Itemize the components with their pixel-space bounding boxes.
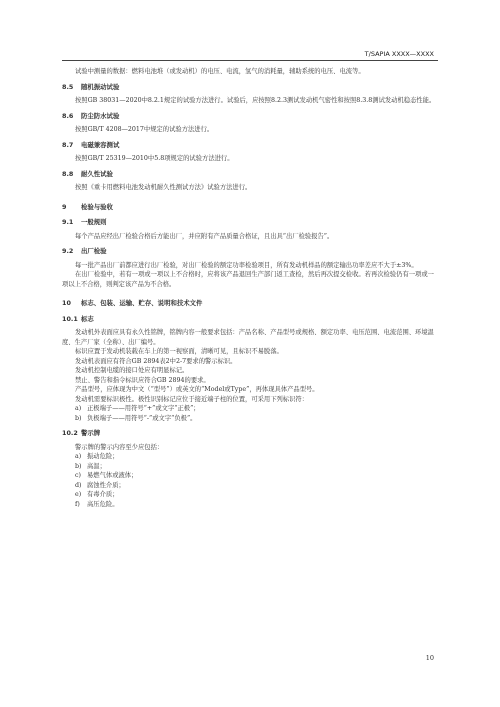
list-item: a) 正极端子——用符号“+”或文字“正极”； xyxy=(75,405,200,412)
section-text: 按照GB/T 25319—2010中5.8项规定的试验方法进行。 xyxy=(75,155,234,162)
section-text: 每个产品应经出厂检验合格后方能出厂，并应附有产品质量合格证，且出具“出厂检验报告”。 xyxy=(75,232,334,240)
section-heading: 8.6 防尘防水试验 xyxy=(62,111,120,120)
section-text: 每一批产品出厂前都应进行出厂检验，对出厂检验的额定功率检验项目，所有发动机样品的额定输出功率差应不大于±3%。 xyxy=(75,261,418,269)
list-item: a) 振动危险； xyxy=(75,453,119,460)
section-text: 按照GB 38031—2020中8.2.1规定的试验方法进行。试验后，应按照8.2.3测试发动机气密性和按照8.3.8测试发动机稳态性能。 xyxy=(75,97,436,104)
page-number: 10 xyxy=(425,654,434,662)
list-item: c) 易燃气体或液体； xyxy=(75,472,138,479)
document-body xyxy=(62,67,438,509)
chapter-heading: 10 标志、包装、运输、贮存、说明和技术文件 xyxy=(62,299,203,307)
section-text: 标识应置于发动机装载在车上的第一视察面，清晰可见，且标识不易脱落。 xyxy=(75,348,283,355)
section-heading: 9.2 出厂检验 xyxy=(62,247,107,255)
section-text: 发动机控制电缆的接口处应有明显标记。 xyxy=(75,367,189,374)
list-item: d) 腐蚀性介质； xyxy=(75,481,125,489)
section-heading: 8.5 随机振动试验 xyxy=(62,82,120,91)
section-text: 在出厂检验中，若有一项或一项以上不合格时，应将该产品退回生产部门返工查检，然后再次提交检收。若再次检验仍有一项或一项以上不合格，则判定该产品为不合格。 xyxy=(62,271,434,288)
section-text: 禁止、警告和指令标识应符合GB 2894的要求。 xyxy=(75,376,210,384)
document-id: T/SAPIA XXXX—XXXX xyxy=(364,50,434,58)
section-heading: 8.8 耐久性试验 xyxy=(62,169,113,178)
section-text: 发动机外表面应具有永久性铭牌，铭牌内容一般要求包括：产品名称、产品型号或规格、额定功率、电压范围、电流范围、环境温度、生产厂家（全称）、出厂编号。 xyxy=(62,329,434,346)
section-heading: 10.2 警示牌 xyxy=(62,429,101,437)
chapter-heading: 9 检验与验收 xyxy=(62,202,113,211)
section-text: 警示牌的警示内容至少应包括： xyxy=(75,443,164,451)
section-text: 按照《重卡用燃料电池发动机耐久性测试方法》试验方法进行。 xyxy=(75,184,252,191)
list-item: b) 高温； xyxy=(75,462,106,470)
list-item: e) 有毒介质； xyxy=(75,491,119,498)
section-heading: 9.1 一般规则 xyxy=(62,218,107,226)
section-text: 发动机表面应有符合GB 2894表2中2-7要求的警示标识。 xyxy=(75,357,237,365)
intro-paragraph: 试验中测量的数据：燃料电池堆（或发动机）的电压、电流，氢气的消耗量，辅助系统的电压、电流等。 xyxy=(75,68,365,75)
section-text: 按照GB/T 4208—2017中规定的试验方法进行。 xyxy=(75,126,214,133)
section-heading: 8.7 电磁兼容测试 xyxy=(62,140,120,149)
section-text: 产品型号，应体现为中文（“型号”）或英文的“Model或Type”，再体现具体产品型号。 xyxy=(75,386,319,393)
section-text: 发动机需要标识极性。极性识别标记应位于接近端子柱的位置，可采用下列标识符： xyxy=(75,395,308,403)
list-item: f) 高压危险。 xyxy=(75,500,119,508)
header-rule xyxy=(62,60,438,61)
section-heading: 10.1 标志 xyxy=(62,314,94,323)
list-item: b) 负极端子——用符号“-”或文字“负极”。 xyxy=(75,414,197,422)
